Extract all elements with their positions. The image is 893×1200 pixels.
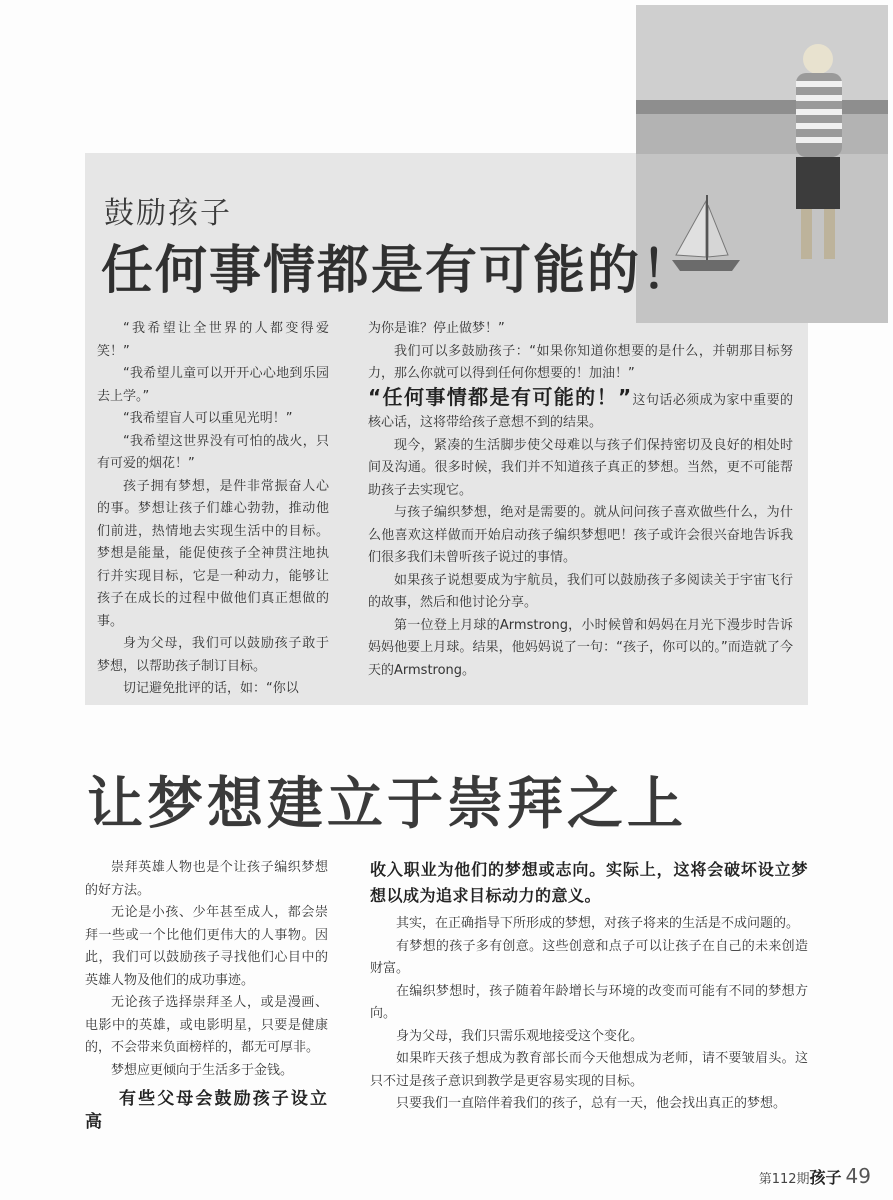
paragraph: “我希望这世界没有可怕的战火，只有可爱的烟花！”	[97, 433, 329, 471]
issue-number: 第112期	[758, 1172, 810, 1187]
paragraph: 崇拜英雄人物也是个让孩子编织梦想的好方法。	[85, 860, 328, 898]
paragraph: “我希望儿童可以开开心心地到乐园去上学。”	[97, 366, 329, 404]
magazine-name: 孩子	[809, 1168, 842, 1187]
paragraph: 我们可以多鼓励孩子：“如果你知道你想要的是什么，并朝那目标努力，那么你就可以得到任何你想要的！加油！”	[368, 343, 793, 381]
page-number: 49	[845, 1164, 871, 1188]
paragraph: “我希望让全世界的人都变得爱笑！”	[97, 321, 329, 359]
page-footer	[759, 1164, 871, 1188]
pull-quote-emphasis: “任何事情都是有可能的！”	[368, 384, 633, 409]
pull-quote	[368, 386, 793, 435]
paragraph: 第一位登上月球的Armstrong，小时候曾和妈妈在月光下漫步时告诉妈妈他要上月球。结果，他妈妈说了一句：“孩子，你可以的。”而造就了今天的Armstrong。	[368, 617, 793, 678]
paragraph: 在编织梦想时，孩子随着年龄增长与环境的改变而可能有不同的梦想方向。	[370, 983, 808, 1021]
paragraph: 为你是谁？停止做梦！”	[368, 321, 505, 336]
paragraph: 无论是小孩、少年甚至成人，都会崇拜一些或一个比他们更伟大的人事物。因此，我们可以鼓励孩子寻找他们心目中的英雄人物及他们的成功事迹。	[85, 905, 328, 988]
article2-column-left	[85, 857, 328, 1133]
paragraph: 孩子拥有梦想，是件非常振奋人心的事。梦想让孩子们雄心勃勃，推动他们前进，热情地去实现生活中的目标。梦想是能量，能促使孩子全神贯注地执行并实现目标，它是一种动力，能够让孩子在成长的过程中做他们真正想做的事。	[97, 478, 329, 629]
paragraph: 切记避免批评的话，如：“你以	[123, 681, 299, 696]
bold-paragraph: 收入职业为他们的梦想或志向。实际上，这将会破坏设立梦想以成为追求目标动力的意义。	[370, 860, 808, 905]
paragraph: 只要我们一直陪伴着我们的孩子，总有一天，他会找出真正的梦想。	[396, 1096, 787, 1111]
paragraph: 梦想应更倾向于生活多于金钱。	[111, 1062, 294, 1078]
article-kicker: 鼓励孩子	[104, 196, 232, 231]
paragraph: 身为父母，我们可以鼓励孩子敢于梦想，以帮助孩子制订目标。	[97, 636, 329, 674]
article1-column-left	[97, 318, 329, 701]
article1-column-right	[368, 318, 793, 682]
paragraph: 现今，紧凑的生活脚步使父母难以与孩子们保持密切及良好的相处时间及沟通。很多时候，我们并不知道孩子真正的梦想。当然，更不可能帮助孩子去实现它。	[368, 437, 793, 498]
paragraph: 与孩子编织梦想，绝对是需要的。就从问问孩子喜欢做些什么，为什么他喜欢这样做而开始启动孩子编织梦想吧！孩子或许会很兴奋地告诉我们很多我们未曾听孩子说过的事情。	[368, 505, 793, 565]
bold-paragraph: 有些父母会鼓励孩子设立高	[85, 1089, 328, 1132]
paragraph: 身为父母，我们只需乐观地接受这个变化。	[396, 1028, 644, 1044]
article2-column-right	[370, 857, 808, 1116]
paragraph: 如果昨天孩子想成为教育部长而今天他想成为老师，请不要皱眉头。这只不过是孩子意识到教学是更容易实现的目标。	[370, 1051, 808, 1089]
article-headline: 任何事情都是有可能的！	[101, 241, 696, 301]
paragraph: 如果孩子说想要成为宇航员，我们可以鼓励孩子多阅读关于宇宙飞行的故事，然后和他讨论分享。	[368, 572, 793, 610]
paragraph: “我希望盲人可以重见光明！”	[123, 411, 293, 426]
paragraph: 有梦想的孩子多有创意。这些创意和点子可以让孩子在自己的未来创造财富。	[370, 938, 808, 976]
paragraph: 无论孩子选择崇拜圣人，或是漫画、电影中的英雄，或电影明星，只要是健康的，不会带来负面榜样的，都无可厚非。	[85, 995, 328, 1055]
section-title: 让梦想建立于崇拜之上	[87, 772, 687, 837]
paragraph: 其实，在正确指导下所形成的梦想，对孩子将来的生活是不成问题的。	[396, 916, 800, 931]
pull-quote-text: 这句话必须成为家中重要的核心话，这将带给孩子意想不到的结果。	[368, 392, 793, 430]
